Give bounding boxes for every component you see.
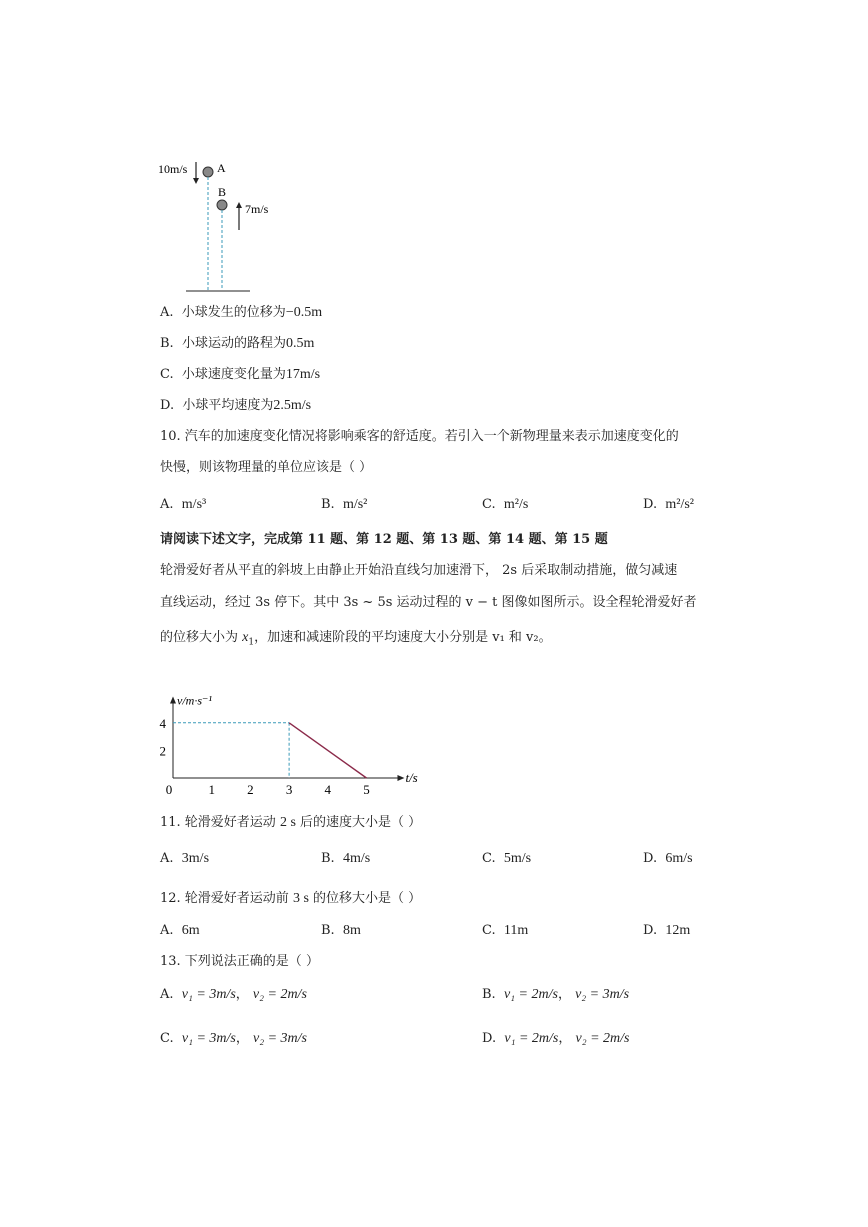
passage-line3: 的位移大小为 $x_1$，加速和减速阶段的平均速度大小分别是 v₁ 和 v₂。	[160, 630, 552, 648]
down-arrow-head	[193, 178, 199, 184]
q10-option-a: A. m/s³	[160, 497, 207, 512]
q12-option-a: A. 6m	[160, 923, 200, 938]
q12-option-b: B. 8m	[321, 923, 361, 938]
q12-option-c: C. 11m	[482, 923, 529, 938]
ball-b-label: B	[218, 185, 227, 199]
passage-line1: 轮滑爱好者从平直的斜坡上由静止开始沿直线匀加速滑下， 2s 后采取制动措施，做匀减速	[160, 563, 678, 578]
q10-stem-line1: 10. 汽车的加速度变化情况将影响乘客的舒适度。若引入一个新物理量来表示加速度变化的	[160, 429, 679, 444]
ball-a-label: A	[217, 161, 226, 175]
x-tick-label-4: 4	[324, 782, 332, 797]
q9-option-c: C. 小球速度变化量为17m/s	[160, 367, 321, 382]
x-tick-label-3: 3	[285, 782, 293, 797]
q13-option-d: D. v₁ = 2m/s， v₂ = 2m/s	[482, 1031, 630, 1046]
velocity-time-chart	[150, 658, 420, 803]
q9-option-a: A. 小球发生的位移为−0.5m	[160, 305, 323, 320]
x-tick-label-5: 5	[363, 782, 370, 797]
up-velocity-label: 7m/s	[245, 202, 269, 216]
q11-option-c: C. 5m/s	[482, 851, 532, 866]
q10-option-d: D. m²/s²	[643, 497, 694, 512]
ball-motion-figure	[150, 150, 290, 300]
q10-option-c: C. m²/s	[482, 497, 529, 512]
up-arrow-head	[236, 202, 242, 208]
passage-heading: 请阅读下述文字，完成第 11 题、第 12 题、第 13 题、第 14 题、第 15 题	[160, 532, 608, 547]
q13-stem: 13. 下列说法正确的是（ ）	[160, 954, 319, 969]
q12-stem: 12. 轮滑爱好者运动前 3 s 的位移大小是（ ）	[160, 891, 422, 906]
down-velocity-label: 10m/s	[158, 162, 188, 176]
series-line-0	[289, 723, 366, 778]
x-tick-label-0: 0	[165, 782, 173, 797]
q10-stem-line2: 快慢，则该物理量的单位应该是（ ）	[160, 460, 373, 475]
q11-option-d: D. 6m/s	[643, 851, 693, 866]
q12-option-d: D. 12m	[643, 923, 691, 938]
passage-line2: 直线运动，经过 3s 停下。其中 3s ~ 5s 运动过程的 v − t 图像如图所示。设全程轮滑爱好者	[160, 595, 697, 610]
y-tick-label-2: 2	[159, 743, 166, 759]
q13-option-b: B. v₁ = 2m/s， v₂ = 3m/s	[482, 987, 630, 1002]
ball-a	[203, 167, 213, 177]
q10-option-b: B. m/s²	[321, 497, 368, 512]
x-axis-arrow	[397, 775, 404, 781]
q13-option-a: A. v₁ = 3m/s， v₂ = 2m/s	[160, 987, 307, 1002]
q9-option-b: B. 小球运动的路程为0.5m	[160, 336, 315, 351]
q13-option-c: C. v₁ = 3m/s， v₂ = 3m/s	[160, 1031, 307, 1046]
q11-option-b: B. 4m/s	[321, 851, 371, 866]
y-axis-arrow	[170, 696, 176, 703]
y-axis-label: v/m·s⁻¹	[177, 693, 212, 708]
y-tick-label-4: 4	[159, 715, 166, 731]
x-axis-label: t/s	[405, 770, 418, 785]
x-tick-label-2: 2	[247, 782, 254, 797]
q9-option-d: D. 小球平均速度为2.5m/s	[160, 398, 312, 413]
q11-option-a: A. 3m/s	[160, 851, 210, 866]
ball-b	[217, 200, 227, 210]
q11-stem: 11. 轮滑爱好者运动 2 s 后的速度大小是（ ）	[160, 815, 422, 830]
x-tick-label-1: 1	[208, 782, 215, 797]
